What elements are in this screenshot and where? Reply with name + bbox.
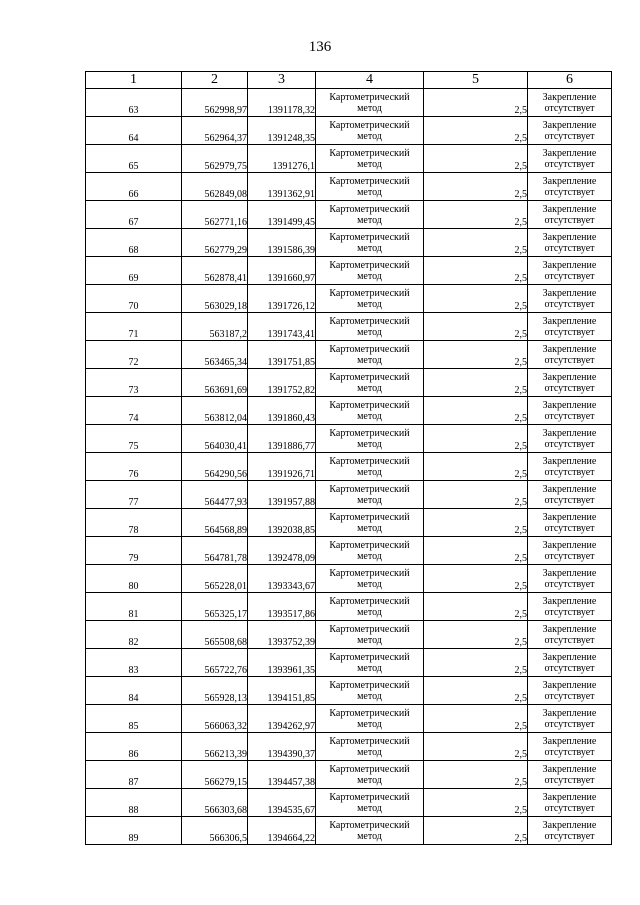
point-number-cell: 84 [86, 677, 182, 705]
y-coordinate-cell: 1391860,43 [248, 397, 316, 425]
method-cell: Картометрический метод [316, 145, 424, 173]
y-coordinate-cell: 1393517,86 [248, 593, 316, 621]
accuracy-cell: 2,5 [424, 89, 528, 117]
x-coordinate-cell: 566063,32 [182, 705, 248, 733]
x-coordinate-cell: 564477,93 [182, 481, 248, 509]
page-number: 136 [308, 39, 332, 55]
accuracy-cell: 2,5 [424, 313, 528, 341]
method-cell: Картометрический метод [316, 229, 424, 257]
method-cell: Картометрический метод [316, 817, 424, 845]
point-number-cell: 70 [86, 285, 182, 313]
table-body [86, 89, 612, 845]
y-coordinate-cell: 1391726,12 [248, 285, 316, 313]
point-number-cell: 63 [86, 89, 182, 117]
fixation-cell: Закрепление отсутствует [528, 705, 612, 733]
x-coordinate-cell: 566279,15 [182, 761, 248, 789]
accuracy-cell: 2,5 [424, 621, 528, 649]
fixation-cell: Закрепление отсутствует [528, 285, 612, 313]
accuracy-cell: 2,5 [424, 593, 528, 621]
point-number-cell: 73 [86, 369, 182, 397]
method-cell: Картометрический метод [316, 89, 424, 117]
table-row [86, 173, 612, 201]
header-cell-2: 2 [182, 72, 248, 89]
method-cell: Картометрический метод [316, 537, 424, 565]
accuracy-cell: 2,5 [424, 677, 528, 705]
accuracy-cell: 2,5 [424, 229, 528, 257]
y-coordinate-cell: 1391743,41 [248, 313, 316, 341]
table-row [86, 145, 612, 173]
table-row [86, 593, 612, 621]
x-coordinate-cell: 566303,68 [182, 789, 248, 817]
table-row [86, 341, 612, 369]
method-cell: Картометрический метод [316, 453, 424, 481]
method-cell: Картометрический метод [316, 117, 424, 145]
table-row [86, 481, 612, 509]
y-coordinate-cell: 1391752,82 [248, 369, 316, 397]
header-cell-3: 3 [248, 72, 316, 89]
accuracy-cell: 2,5 [424, 537, 528, 565]
x-coordinate-cell: 562878,41 [182, 257, 248, 285]
method-cell: Картометрический метод [316, 481, 424, 509]
table-row [86, 621, 612, 649]
accuracy-cell: 2,5 [424, 453, 528, 481]
x-coordinate-cell: 563691,69 [182, 369, 248, 397]
fixation-cell: Закрепление отсутствует [528, 369, 612, 397]
x-coordinate-cell: 564781,78 [182, 537, 248, 565]
y-coordinate-cell: 1391751,85 [248, 341, 316, 369]
point-number-cell: 77 [86, 481, 182, 509]
method-cell: Картометрический метод [316, 705, 424, 733]
method-cell: Картометрический метод [316, 509, 424, 537]
y-coordinate-cell: 1394664,22 [248, 817, 316, 845]
header-row [86, 72, 612, 89]
fixation-cell: Закрепление отсутствует [528, 425, 612, 453]
accuracy-cell: 2,5 [424, 201, 528, 229]
x-coordinate-cell: 564568,89 [182, 509, 248, 537]
coordinates-table [85, 71, 612, 845]
accuracy-cell: 2,5 [424, 425, 528, 453]
y-coordinate-cell: 1392478,09 [248, 537, 316, 565]
y-coordinate-cell: 1394390,37 [248, 733, 316, 761]
fixation-cell: Закрепление отсутствует [528, 341, 612, 369]
x-coordinate-cell: 564290,56 [182, 453, 248, 481]
point-number-cell: 64 [86, 117, 182, 145]
x-coordinate-cell: 565722,76 [182, 649, 248, 677]
method-cell: Картометрический метод [316, 425, 424, 453]
accuracy-cell: 2,5 [424, 173, 528, 201]
fixation-cell: Закрепление отсутствует [528, 89, 612, 117]
point-number-cell: 88 [86, 789, 182, 817]
x-coordinate-cell: 565325,17 [182, 593, 248, 621]
accuracy-cell: 2,5 [424, 257, 528, 285]
table-row [86, 313, 612, 341]
y-coordinate-cell: 1392038,85 [248, 509, 316, 537]
method-cell: Картометрический метод [316, 677, 424, 705]
fixation-cell: Закрепление отсутствует [528, 649, 612, 677]
point-number-cell: 87 [86, 761, 182, 789]
table-row [86, 761, 612, 789]
table-row [86, 229, 612, 257]
accuracy-cell: 2,5 [424, 565, 528, 593]
accuracy-cell: 2,5 [424, 509, 528, 537]
fixation-cell: Закрепление отсутствует [528, 537, 612, 565]
method-cell: Картометрический метод [316, 397, 424, 425]
method-cell: Картометрический метод [316, 369, 424, 397]
y-coordinate-cell: 1394457,38 [248, 761, 316, 789]
table-row [86, 537, 612, 565]
point-number-cell: 80 [86, 565, 182, 593]
table-row [86, 369, 612, 397]
x-coordinate-cell: 565228,01 [182, 565, 248, 593]
y-coordinate-cell: 1394262,97 [248, 705, 316, 733]
table-row [86, 677, 612, 705]
header-cell-5: 5 [424, 72, 528, 89]
fixation-cell: Закрепление отсутствует [528, 593, 612, 621]
point-number-cell: 74 [86, 397, 182, 425]
accuracy-cell: 2,5 [424, 145, 528, 173]
point-number-cell: 82 [86, 621, 182, 649]
method-cell: Картометрический метод [316, 341, 424, 369]
y-coordinate-cell: 1391957,88 [248, 481, 316, 509]
x-coordinate-cell: 562979,75 [182, 145, 248, 173]
table-row [86, 425, 612, 453]
x-coordinate-cell: 566213,39 [182, 733, 248, 761]
table-row [86, 285, 612, 313]
x-coordinate-cell: 565928,13 [182, 677, 248, 705]
y-coordinate-cell: 1391886,77 [248, 425, 316, 453]
method-cell: Картометрический метод [316, 733, 424, 761]
point-number-cell: 71 [86, 313, 182, 341]
accuracy-cell: 2,5 [424, 481, 528, 509]
x-coordinate-cell: 562964,37 [182, 117, 248, 145]
point-number-cell: 85 [86, 705, 182, 733]
fixation-cell: Закрепление отсутствует [528, 817, 612, 845]
method-cell: Картометрический метод [316, 257, 424, 285]
x-coordinate-cell: 563187,2 [182, 313, 248, 341]
point-number-cell: 89 [86, 817, 182, 845]
point-number-cell: 76 [86, 453, 182, 481]
y-coordinate-cell: 1391660,97 [248, 257, 316, 285]
method-cell: Картометрический метод [316, 649, 424, 677]
accuracy-cell: 2,5 [424, 397, 528, 425]
accuracy-cell: 2,5 [424, 817, 528, 845]
y-coordinate-cell: 1394151,85 [248, 677, 316, 705]
accuracy-cell: 2,5 [424, 733, 528, 761]
table-row [86, 705, 612, 733]
table-row [86, 733, 612, 761]
point-number-cell: 78 [86, 509, 182, 537]
point-number-cell: 68 [86, 229, 182, 257]
y-coordinate-cell: 1393961,35 [248, 649, 316, 677]
fixation-cell: Закрепление отсутствует [528, 117, 612, 145]
fixation-cell: Закрепление отсутствует [528, 397, 612, 425]
point-number-cell: 69 [86, 257, 182, 285]
y-coordinate-cell: 1391178,32 [248, 89, 316, 117]
header-cell-6: 6 [528, 72, 612, 89]
x-coordinate-cell: 563812,04 [182, 397, 248, 425]
fixation-cell: Закрепление отсутствует [528, 173, 612, 201]
x-coordinate-cell: 564030,41 [182, 425, 248, 453]
table-row [86, 89, 612, 117]
fixation-cell: Закрепление отсутствует [528, 453, 612, 481]
point-number-cell: 66 [86, 173, 182, 201]
point-number-cell: 79 [86, 537, 182, 565]
fixation-cell: Закрепление отсутствует [528, 621, 612, 649]
fixation-cell: Закрепление отсутствует [528, 145, 612, 173]
table-row [86, 453, 612, 481]
accuracy-cell: 2,5 [424, 117, 528, 145]
x-coordinate-cell: 563465,34 [182, 341, 248, 369]
fixation-cell: Закрепление отсутствует [528, 313, 612, 341]
method-cell: Картометрический метод [316, 565, 424, 593]
method-cell: Картометрический метод [316, 285, 424, 313]
table-row [86, 565, 612, 593]
x-coordinate-cell: 562771,16 [182, 201, 248, 229]
x-coordinate-cell: 565508,68 [182, 621, 248, 649]
y-coordinate-cell: 1393752,39 [248, 621, 316, 649]
x-coordinate-cell: 566306,5 [182, 817, 248, 845]
point-number-cell: 65 [86, 145, 182, 173]
method-cell: Картометрический метод [316, 761, 424, 789]
header-cell-4: 4 [316, 72, 424, 89]
y-coordinate-cell: 1391276,1 [248, 145, 316, 173]
fixation-cell: Закрепление отсутствует [528, 677, 612, 705]
fixation-cell: Закрепление отсутствует [528, 733, 612, 761]
point-number-cell: 75 [86, 425, 182, 453]
y-coordinate-cell: 1391926,71 [248, 453, 316, 481]
accuracy-cell: 2,5 [424, 285, 528, 313]
table-row [86, 789, 612, 817]
method-cell: Картометрический метод [316, 789, 424, 817]
table-row [86, 201, 612, 229]
x-coordinate-cell: 562998,97 [182, 89, 248, 117]
x-coordinate-cell: 563029,18 [182, 285, 248, 313]
method-cell: Картометрический метод [316, 173, 424, 201]
fixation-cell: Закрепление отсутствует [528, 257, 612, 285]
table-row [86, 509, 612, 537]
table-row [86, 817, 612, 845]
table-header [86, 72, 612, 89]
y-coordinate-cell: 1391499,45 [248, 201, 316, 229]
table-row [86, 257, 612, 285]
point-number-cell: 83 [86, 649, 182, 677]
accuracy-cell: 2,5 [424, 369, 528, 397]
fixation-cell: Закрепление отсутствует [528, 789, 612, 817]
fixation-cell: Закрепление отсутствует [528, 201, 612, 229]
accuracy-cell: 2,5 [424, 705, 528, 733]
point-number-cell: 67 [86, 201, 182, 229]
x-coordinate-cell: 562779,29 [182, 229, 248, 257]
y-coordinate-cell: 1391248,35 [248, 117, 316, 145]
table-row [86, 117, 612, 145]
method-cell: Картометрический метод [316, 593, 424, 621]
accuracy-cell: 2,5 [424, 789, 528, 817]
accuracy-cell: 2,5 [424, 649, 528, 677]
y-coordinate-cell: 1391586,39 [248, 229, 316, 257]
point-number-cell: 81 [86, 593, 182, 621]
accuracy-cell: 2,5 [424, 341, 528, 369]
table-row [86, 397, 612, 425]
y-coordinate-cell: 1394535,67 [248, 789, 316, 817]
y-coordinate-cell: 1393343,67 [248, 565, 316, 593]
fixation-cell: Закрепление отсутствует [528, 761, 612, 789]
fixation-cell: Закрепление отсутствует [528, 509, 612, 537]
header-cell-1: 1 [86, 72, 182, 89]
fixation-cell: Закрепление отсутствует [528, 229, 612, 257]
table-row [86, 649, 612, 677]
accuracy-cell: 2,5 [424, 761, 528, 789]
method-cell: Картометрический метод [316, 201, 424, 229]
x-coordinate-cell: 562849,08 [182, 173, 248, 201]
method-cell: Картометрический метод [316, 313, 424, 341]
point-number-cell: 72 [86, 341, 182, 369]
point-number-cell: 86 [86, 733, 182, 761]
method-cell: Картометрический метод [316, 621, 424, 649]
fixation-cell: Закрепление отсутствует [528, 565, 612, 593]
fixation-cell: Закрепление отсутствует [528, 481, 612, 509]
y-coordinate-cell: 1391362,91 [248, 173, 316, 201]
